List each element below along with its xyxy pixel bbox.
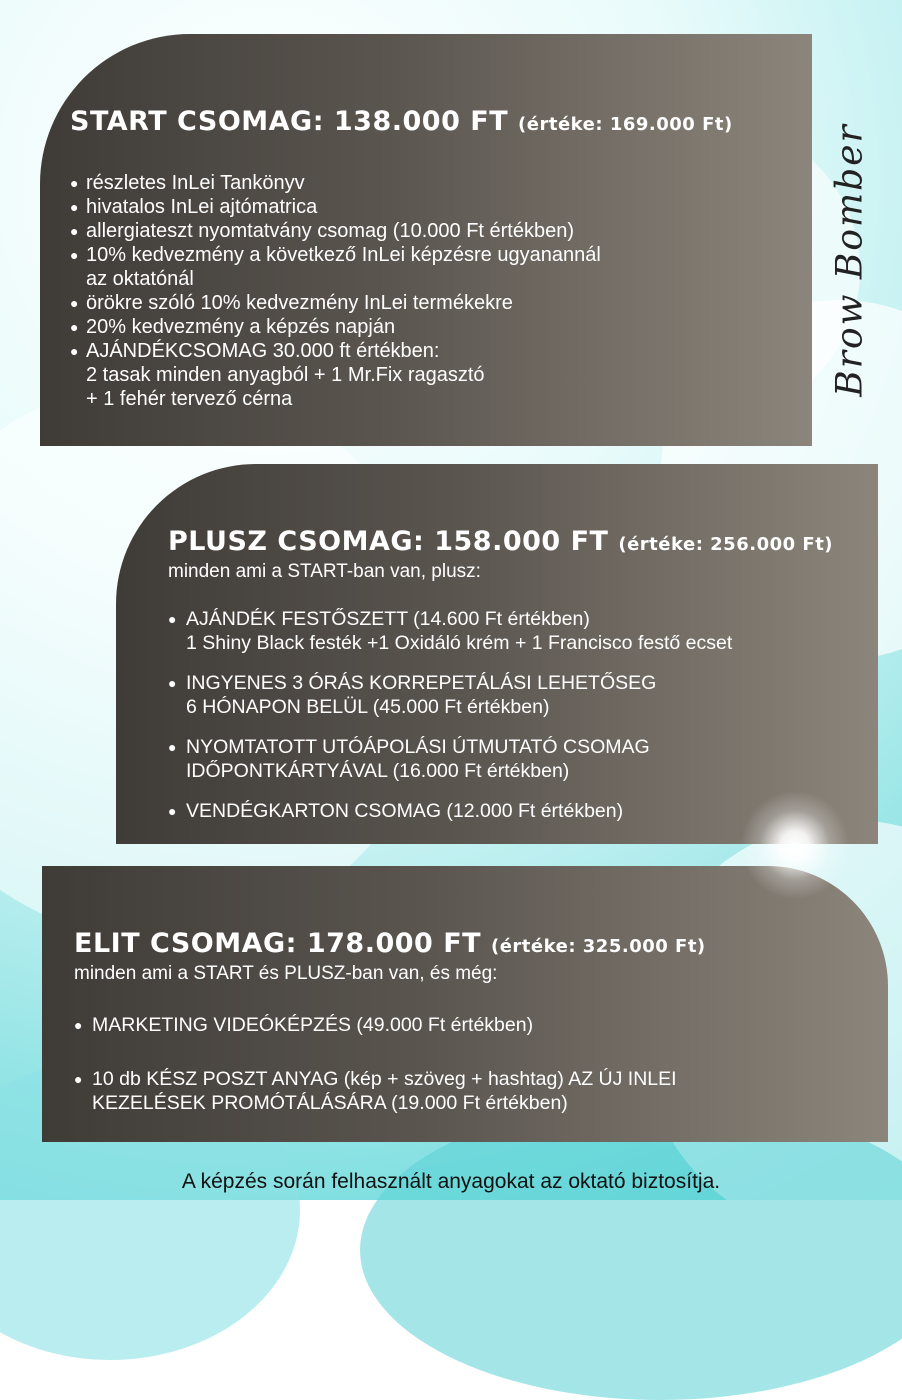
- list-item-text: 2 tasak minden anyagból + 1 Mr.Fix ragasztó: [86, 364, 485, 386]
- plusz-package-subtitle: minden ami a START-ban van, plusz:: [168, 561, 481, 582]
- list-item: [70, 315, 812, 339]
- list-item-text: IDŐPONTKÁRTYÁVAL (16.000 Ft értékben): [186, 760, 570, 782]
- start-package-list: [70, 171, 812, 411]
- list-item: [70, 339, 812, 411]
- list-item-text: ● allergiateszt nyomtatvány csomag (10.000 Ft értékben): [86, 220, 575, 242]
- list-item-text: ● örökre szóló 10% kedvezmény InLei termékekre: [86, 292, 513, 314]
- brand-signature: [830, 110, 870, 410]
- list-item: [70, 171, 812, 195]
- list-item: [70, 195, 812, 219]
- plusz-package-title: [168, 526, 878, 557]
- list-item-text: ● MARKETING VIDEÓKÉPZÉS (49.000 Ft értékben): [92, 1014, 534, 1036]
- footer-note: A képzés során felhasznált anyagokat az oktató biztosítja.: [181, 1170, 721, 1193]
- list-item: [70, 243, 812, 291]
- list-item: [70, 219, 812, 243]
- list-item-text: 1 Shiny Black festék +1 Oxidáló krém + 1 Francisco festő ecset: [186, 632, 733, 654]
- list-item-text: ● részletes InLei Tankönyv: [86, 172, 305, 194]
- elit-package-title: [74, 928, 888, 959]
- list-item-text: ● AJÁNDÉKCSOMAG 30.000 ft értékben:: [86, 340, 440, 362]
- list-item-text: ● 10 db KÉSZ POSZT ANYAG (kép + szöveg + hashtag) AZ ÚJ INLEI: [92, 1068, 677, 1090]
- plusz-package-list: [168, 607, 878, 823]
- list-item-text: KEZELÉSEK PROMÓTÁLÁSÁRA (19.000 Ft értékben): [92, 1092, 568, 1114]
- start-package-card: [40, 34, 812, 446]
- list-item-text: ● AJÁNDÉK FESTŐSZETT (14.600 Ft értékben): [186, 608, 590, 630]
- list-item: [168, 671, 878, 719]
- list-item-text: ● VENDÉGKARTON CSOMAG (12.000 Ft értékben): [186, 800, 624, 822]
- list-item: [74, 1067, 888, 1115]
- list-item-text: ● INGYENES 3 ÓRÁS KORREPETÁLÁSI LEHETŐSEG: [186, 672, 657, 694]
- list-item-text: ● NYOMTATOTT UTÓÁPOLÁSI ÚTMUTATÓ CSOMAG: [186, 736, 650, 758]
- list-item: [70, 291, 812, 315]
- start-package-price: START CSOMAG: 138.000 FT: [70, 106, 509, 137]
- list-item-text: 6 HÓNAPON BELÜL (45.000 Ft értékben): [186, 696, 550, 718]
- list-item-text: az oktatónál: [86, 268, 194, 290]
- plusz-package-value: (értéke: 256.000 Ft): [618, 534, 834, 555]
- plusz-package-price: PLUSZ CSOMAG: 158.000 FT: [168, 526, 609, 557]
- list-item-text: ● 10% kedvezmény a következő InLei képzésre ugyanannál: [86, 244, 601, 266]
- elit-package-list: [74, 1013, 888, 1115]
- start-package-title: [70, 106, 812, 137]
- elit-package-value: (értéke: 325.000 Ft): [491, 936, 706, 957]
- list-item: [168, 735, 878, 783]
- list-item-text: ● hivatalos InLei ajtómatrica: [86, 196, 318, 218]
- list-item-text: + 1 fehér tervező cérna: [86, 388, 293, 410]
- elit-package-card: [42, 866, 888, 1142]
- list-item-text: ● 20% kedvezmény a képzés napján: [86, 316, 396, 338]
- elit-package-price: ELIT CSOMAG: 178.000 FT: [74, 928, 482, 959]
- list-item: [74, 1013, 888, 1037]
- light-sparkle: [740, 790, 850, 900]
- start-package-value: (értéke: 169.000 Ft): [518, 114, 733, 135]
- list-item: [168, 607, 878, 655]
- plusz-package-card: [116, 464, 878, 844]
- brand-signature-text: Brow Bomber: [829, 123, 871, 397]
- elit-package-subtitle: minden ami a START és PLUSZ-ban van, és még:: [74, 963, 498, 984]
